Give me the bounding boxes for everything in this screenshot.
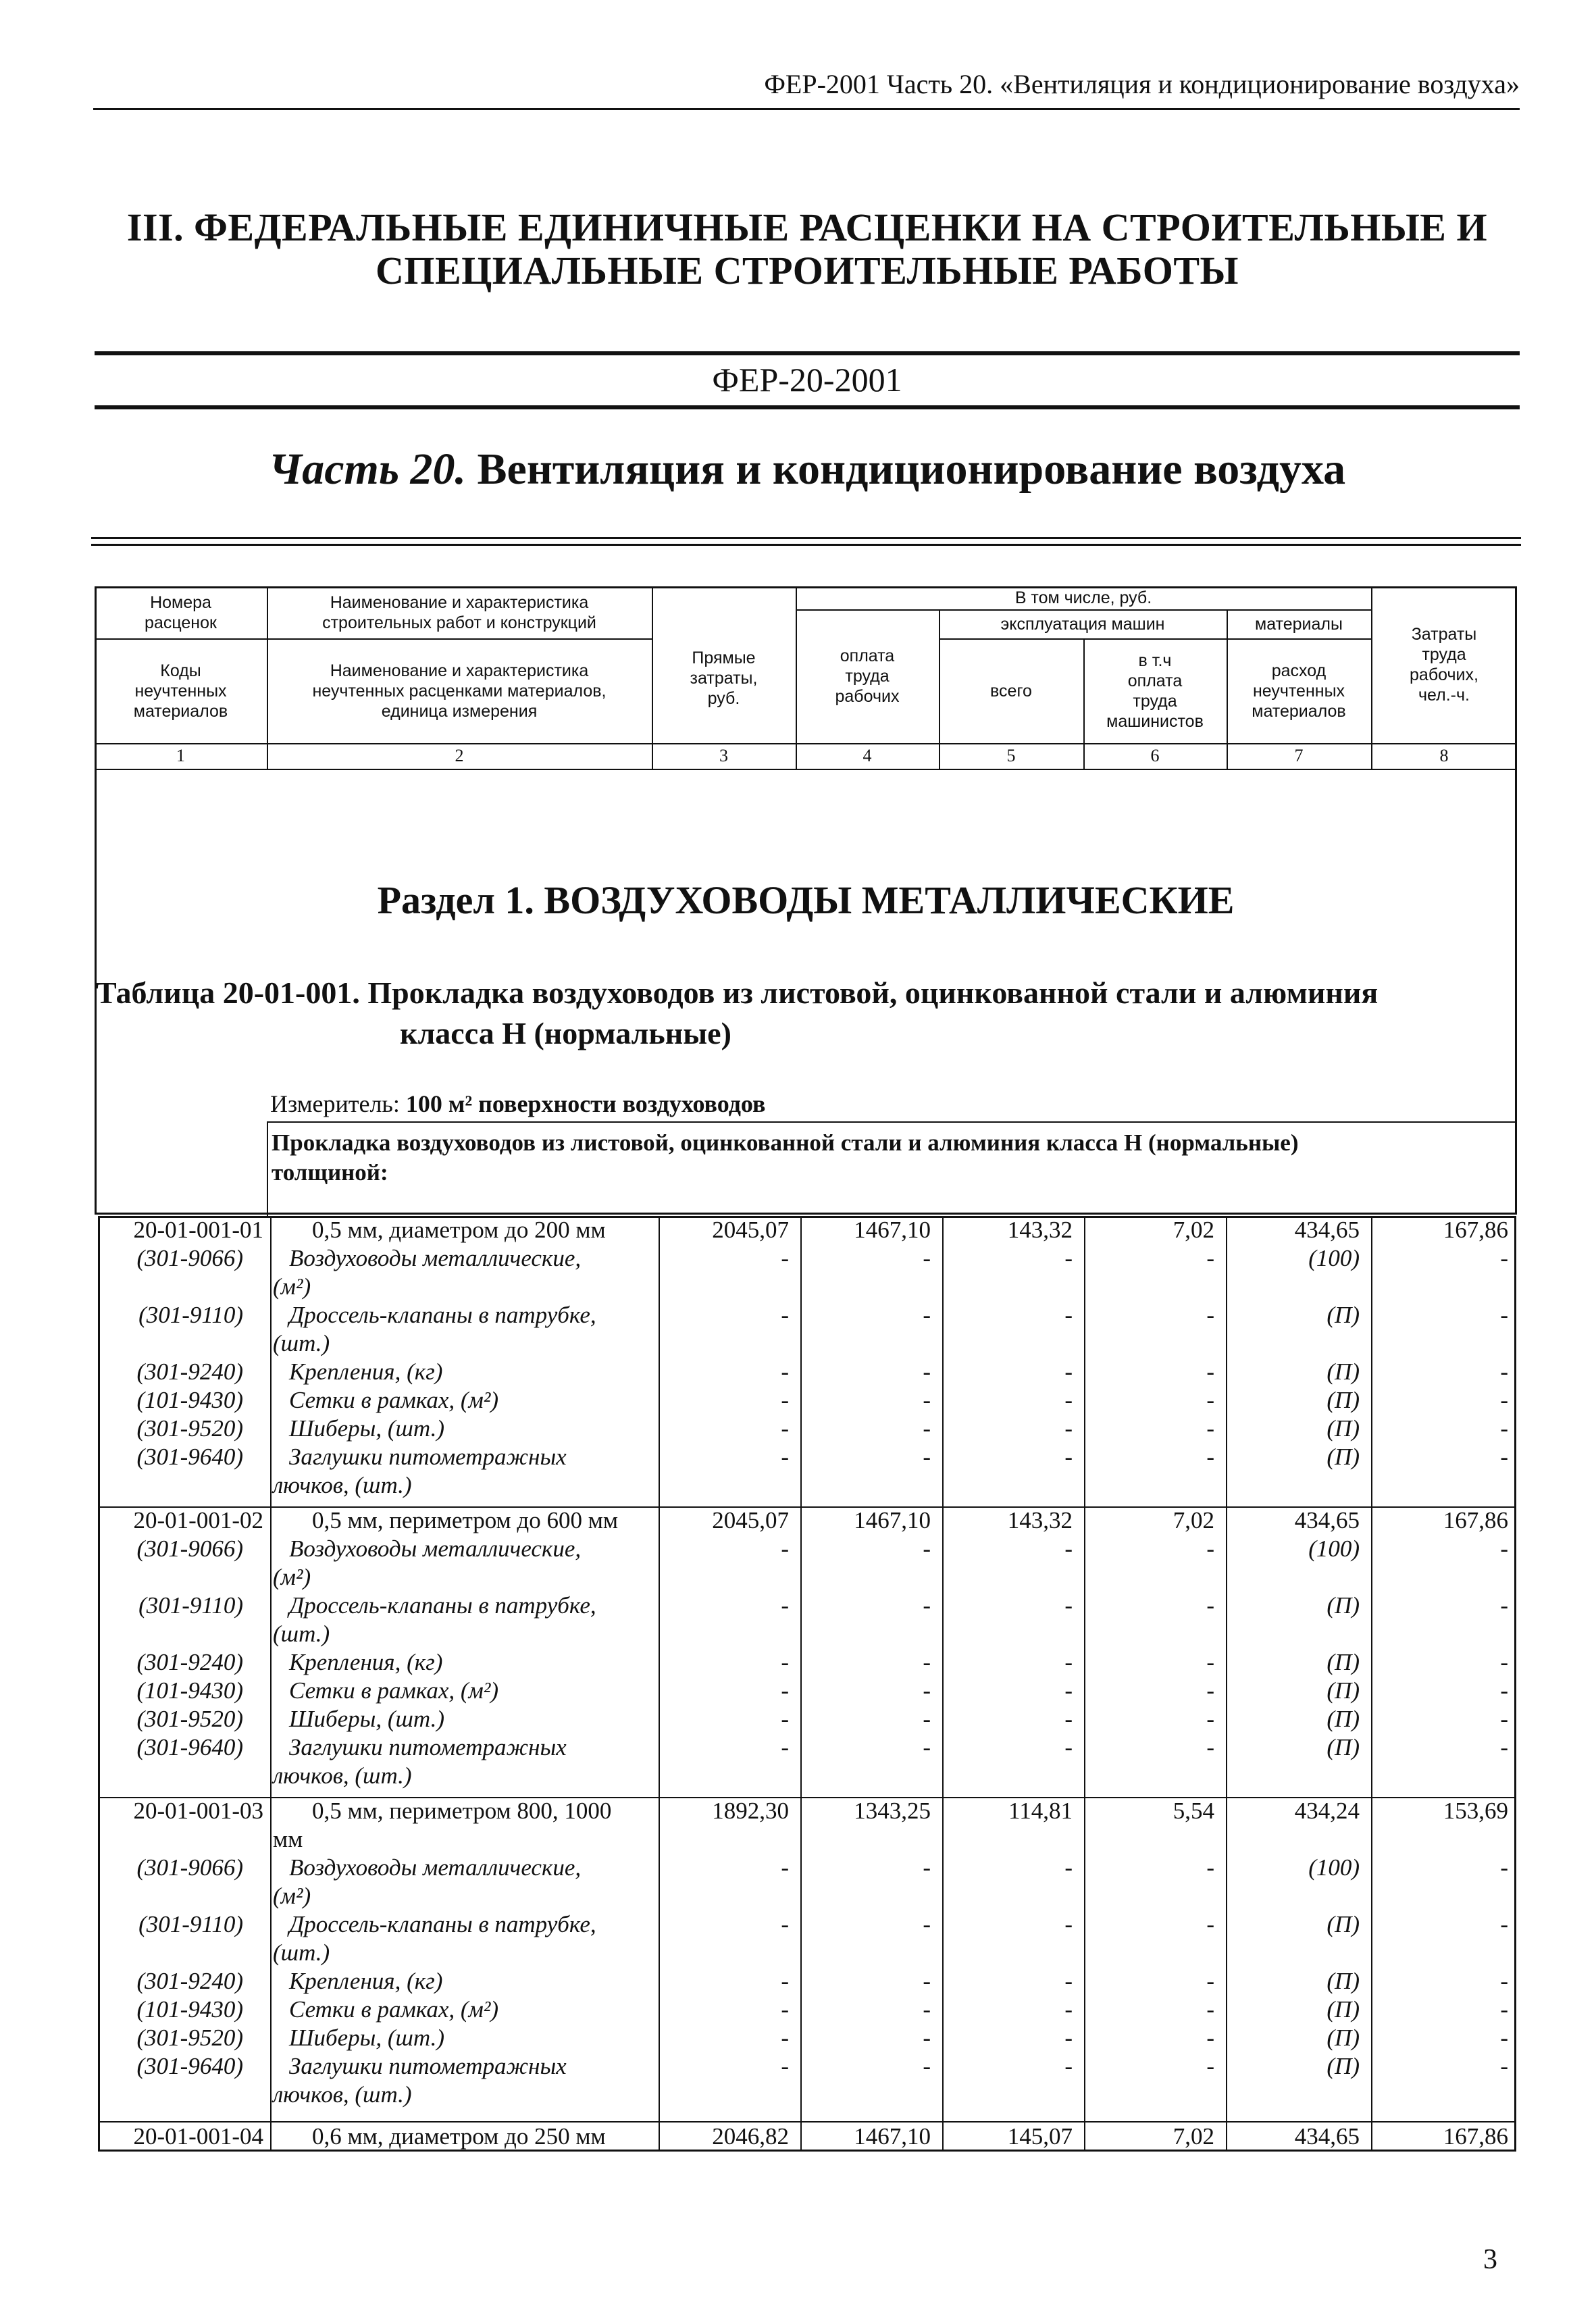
materials-cost: 434,65 — [1294, 2123, 1360, 2150]
empty-value: - — [781, 1592, 789, 1619]
measure-rule — [267, 1121, 1517, 1123]
material-name-cont: (шт.) — [273, 1939, 330, 1966]
direct-costs: 1892,30 — [712, 1798, 789, 1824]
body-divider — [1084, 1216, 1085, 2152]
title-line-1: III. ФЕДЕРАЛЬНЫЕ ЕДИНИЧНЫЕ РАСЦЕНКИ НА СТРОИТЕЛЬНЫЕ И — [126, 205, 1488, 249]
material-code: (101-9430) — [136, 1996, 243, 2023]
col-number: 2 — [455, 746, 464, 765]
empty-value: - — [1064, 1677, 1073, 1704]
header-work-name: Наименование и характеристика строительных работ и конструкций — [322, 592, 596, 632]
body-divider — [659, 1216, 660, 2152]
empty-value: - — [781, 1911, 789, 1937]
operator-pay: 5,54 — [1173, 1798, 1214, 1824]
materials-cost: 434,65 — [1294, 1217, 1360, 1243]
empty-value: - — [923, 1677, 931, 1704]
empty-value: - — [1500, 1649, 1508, 1675]
material-name-cont: (м²) — [273, 1273, 311, 1300]
empty-value: - — [1064, 1911, 1073, 1937]
empty-value: - — [1064, 1302, 1073, 1328]
empty-value: - — [1064, 1245, 1073, 1271]
empty-value: - — [1500, 1911, 1508, 1937]
col-number: 7 — [1294, 746, 1304, 765]
empty-value: - — [1500, 2025, 1508, 2051]
empty-value: - — [1500, 1734, 1508, 1760]
rate-code: 20-01-001-02 — [133, 1507, 263, 1533]
empty-value: - — [1500, 1358, 1508, 1385]
empty-value: - — [1064, 1706, 1073, 1732]
direct-costs: 2045,07 — [712, 1507, 789, 1533]
rate-code: 20-01-001-04 — [133, 2123, 263, 2150]
empty-value: - — [1064, 1592, 1073, 1619]
material-code: (301-9066) — [136, 1535, 243, 1562]
rate-code: 20-01-001-01 — [133, 1217, 263, 1243]
material-name-cont: лючков, (шт.) — [273, 1762, 412, 1789]
material-code: (301-9640) — [136, 1444, 243, 1470]
header-machines: эксплуатация машин — [1000, 614, 1165, 634]
operator-pay: 7,02 — [1173, 2123, 1214, 2150]
empty-value: - — [1500, 1535, 1508, 1562]
empty-value: - — [1064, 1968, 1073, 1994]
document-title — [95, 206, 1520, 293]
material-name-cont: (шт.) — [273, 1330, 330, 1356]
material-code: (301-9240) — [136, 1968, 243, 1994]
empty-value: - — [1500, 1444, 1508, 1470]
empty-value: - — [781, 1415, 789, 1442]
rate-name: 0,5 мм, диаметром до 200 мм — [312, 1217, 606, 1243]
empty-value: - — [923, 2053, 931, 2079]
material-name: Воздуховоды металлические, — [289, 1535, 582, 1562]
empty-value: - — [1064, 1854, 1073, 1881]
part-prefix: Часть 20. — [268, 444, 467, 494]
material-consumption: (П) — [1327, 1706, 1360, 1732]
empty-value: - — [1206, 1535, 1214, 1562]
empty-value: - — [923, 1415, 931, 1442]
empty-value: - — [1206, 1968, 1214, 1994]
operator-pay: 7,02 — [1173, 1217, 1214, 1243]
labor-pay: 1467,10 — [854, 2123, 931, 2150]
empty-value: - — [1500, 1706, 1508, 1732]
material-name: Воздуховоды металлические, — [289, 1854, 582, 1881]
empty-value: - — [781, 1854, 789, 1881]
empty-value: - — [923, 1968, 931, 1994]
labor-pay: 1467,10 — [854, 1217, 931, 1243]
empty-value: - — [1500, 1996, 1508, 2023]
material-name-cont: лючков, (шт.) — [273, 1472, 412, 1498]
material-name: Шиберы, (шт.) — [289, 1706, 445, 1732]
empty-value: - — [1206, 1649, 1214, 1675]
materials-cost: 434,24 — [1294, 1798, 1360, 1824]
material-name: Заглушки питометражных — [289, 1734, 567, 1760]
empty-value: - — [1206, 1854, 1214, 1881]
material-consumption: (П) — [1327, 2025, 1360, 2051]
material-consumption: (П) — [1327, 1302, 1360, 1328]
material-name-cont: (м²) — [273, 1883, 311, 1909]
material-code: (101-9430) — [136, 1387, 243, 1413]
col-number: 5 — [1006, 746, 1016, 765]
empty-value: - — [923, 2025, 931, 2051]
material-code: (301-9520) — [136, 1706, 243, 1732]
header-labor-hours: Затраты труда рабочих, чел.-ч. — [1410, 625, 1478, 705]
material-consumption: (П) — [1327, 1911, 1360, 1937]
empty-value: - — [923, 1592, 931, 1619]
rate-name: 0,6 мм, диаметром до 250 мм — [312, 2123, 606, 2150]
page-number: 3 — [1483, 2244, 1497, 2275]
code-rule-bottom — [95, 405, 1520, 409]
material-name: Заглушки питометражных — [289, 1444, 567, 1470]
material-consumption: (П) — [1327, 1387, 1360, 1413]
empty-value: - — [1206, 2025, 1214, 2051]
header-rate-number: Номера расценок — [145, 592, 217, 632]
empty-value: - — [1064, 1358, 1073, 1385]
empty-value: - — [1064, 1535, 1073, 1562]
empty-value: - — [1500, 2053, 1508, 2079]
material-code: (301-9240) — [136, 1358, 243, 1385]
material-consumption: (100) — [1308, 1854, 1360, 1881]
material-consumption: (П) — [1327, 1677, 1360, 1704]
material-code: (301-9520) — [136, 1415, 243, 1442]
material-name: Шиберы, (шт.) — [289, 1415, 445, 1442]
material-name: Крепления, (кг) — [289, 1968, 443, 1994]
labor-hours: 167,86 — [1443, 1507, 1508, 1533]
material-name: Крепления, (кг) — [289, 1358, 443, 1385]
works-description: Прокладка воздуховодов из листовой, оцинкованной стали и алюминия класса Н (нормальные) толщиной: — [272, 1129, 1299, 1186]
labor-pay: 1467,10 — [854, 1507, 931, 1533]
header-material-codes: Коды неучтенных материалов — [133, 661, 228, 721]
material-consumption: (П) — [1327, 2053, 1360, 2079]
machines-total: 114,81 — [1008, 1798, 1073, 1824]
empty-value: - — [1206, 1415, 1214, 1442]
material-name: Сетки в рамках, (м²) — [289, 1996, 499, 2023]
empty-value: - — [1206, 1245, 1214, 1271]
col-number: 8 — [1439, 746, 1449, 765]
part-title — [95, 442, 1520, 497]
rate-name: 0,5 мм, периметром 800, 1000 — [312, 1798, 612, 1824]
section-title: Раздел 1. ВОЗДУХОВОДЫ МЕТАЛЛИЧЕСКИЕ — [377, 878, 1235, 922]
material-consumption: (П) — [1327, 1968, 1360, 1994]
code-rule-top — [95, 351, 1520, 355]
header-including: В том числе, руб. — [1014, 588, 1152, 607]
material-code: (301-9110) — [138, 1911, 243, 1937]
material-name: Дроссель-клапаны в патрубке, — [289, 1911, 596, 1937]
empty-value: - — [1206, 1911, 1214, 1937]
header-materials: материалы — [1255, 614, 1343, 634]
material-name: Дроссель-клапаны в патрубке, — [289, 1592, 596, 1619]
material-code: (301-9066) — [136, 1854, 243, 1881]
labor-pay: 1343,25 — [854, 1798, 931, 1824]
body-divider — [800, 1216, 802, 2152]
empty-value: - — [781, 1996, 789, 2023]
material-name: Воздуховоды металлические, — [289, 1245, 582, 1271]
direct-costs: 2046,82 — [712, 2123, 789, 2150]
materials-cost: 434,65 — [1294, 1507, 1360, 1533]
empty-value: - — [1206, 1592, 1214, 1619]
double-rule-upper — [91, 537, 1521, 539]
empty-value: - — [1206, 1444, 1214, 1470]
operator-pay: 7,02 — [1173, 1507, 1214, 1533]
empty-value: - — [781, 2025, 789, 2051]
col-number: 1 — [176, 746, 185, 765]
col-number: 3 — [719, 746, 728, 765]
empty-value: - — [1064, 1387, 1073, 1413]
empty-value: - — [923, 1911, 931, 1937]
col-number: 4 — [863, 746, 872, 765]
header-rule-bottom — [95, 769, 1517, 770]
body-divider — [942, 1216, 944, 2152]
material-code: (101-9430) — [136, 1677, 243, 1704]
empty-value: - — [1064, 1649, 1073, 1675]
empty-value: - — [923, 1302, 931, 1328]
material-name: Крепления, (кг) — [289, 1649, 443, 1675]
header-rule — [93, 108, 1520, 110]
empty-value: - — [1206, 1996, 1214, 2023]
empty-value: - — [923, 1444, 931, 1470]
material-consumption: (П) — [1327, 1444, 1360, 1470]
empty-value: - — [1064, 2025, 1073, 2051]
material-consumption: (П) — [1327, 1592, 1360, 1619]
labor-hours: 153,69 — [1443, 1798, 1508, 1824]
material-consumption: (100) — [1308, 1535, 1360, 1562]
material-name-cont: (шт.) — [273, 1621, 330, 1647]
machines-total: 143,32 — [1007, 1507, 1073, 1533]
measure-unit: Измеритель: 100 м² поверхности воздуховодов — [270, 1090, 766, 1117]
empty-value: - — [781, 1649, 789, 1675]
rate-code: 20-01-001-03 — [133, 1798, 263, 1824]
material-name: Дроссель-клапаны в патрубке, — [289, 1302, 596, 1328]
empty-value: - — [781, 1706, 789, 1732]
material-name: Сетки в рамках, (м²) — [289, 1677, 499, 1704]
empty-value: - — [781, 1302, 789, 1328]
body-divider — [1371, 1216, 1372, 2152]
material-code: (301-9110) — [138, 1592, 243, 1619]
labor-hours: 167,86 — [1443, 2123, 1508, 2150]
empty-value: - — [923, 1854, 931, 1881]
material-consumption: (П) — [1327, 1415, 1360, 1442]
header-machines-total: всего — [990, 681, 1032, 701]
empty-value: - — [923, 1535, 931, 1562]
empty-value: - — [781, 1535, 789, 1562]
empty-value: - — [923, 1358, 931, 1385]
header-labor-pay: оплата труда рабочих — [835, 646, 900, 706]
labor-hours: 167,86 — [1443, 1217, 1508, 1243]
empty-value: - — [1206, 1358, 1214, 1385]
running-header: ФЕР-2001 Часть 20. «Вентиляция и кондиционирование воздуха» — [764, 69, 1520, 99]
empty-value: - — [1500, 1387, 1508, 1413]
material-name: Шиберы, (шт.) — [289, 2025, 445, 2051]
empty-value: - — [1206, 1387, 1214, 1413]
material-name: Заглушки питометражных — [289, 2053, 567, 2079]
rate-name: 0,5 мм, периметром до 600 мм — [312, 1507, 619, 1533]
machines-total: 143,32 — [1007, 1217, 1073, 1243]
material-code: (301-9640) — [136, 2053, 243, 2079]
empty-value: - — [1064, 1415, 1073, 1442]
empty-value: - — [1500, 1854, 1508, 1881]
empty-value: - — [923, 1649, 931, 1675]
header-direct-costs: Прямые затраты, руб. — [690, 649, 758, 708]
col-number: 6 — [1150, 746, 1160, 765]
empty-value: - — [1206, 1706, 1214, 1732]
empty-value: - — [923, 1387, 931, 1413]
empty-value: - — [923, 1734, 931, 1760]
empty-value: - — [1500, 1592, 1508, 1619]
material-code: (301-9520) — [136, 2025, 243, 2051]
header-material-consumption: расход неучтенных материалов — [1252, 661, 1346, 721]
empty-value: - — [1064, 1734, 1073, 1760]
header-rule-nums — [95, 743, 1517, 744]
empty-value: - — [1064, 1444, 1073, 1470]
material-consumption: (100) — [1308, 1245, 1360, 1271]
desc-divider — [267, 1121, 268, 1216]
empty-value: - — [781, 1677, 789, 1704]
empty-value: - — [1500, 1245, 1508, 1271]
empty-value: - — [781, 1968, 789, 1994]
empty-value: - — [781, 1387, 789, 1413]
title-line-2: СПЕЦИАЛЬНЫЕ СТРОИТЕЛЬНЫЕ РАБОТЫ — [375, 249, 1239, 293]
rate-name-cont: мм — [273, 1826, 303, 1852]
empty-value: - — [1064, 1996, 1073, 2023]
material-code: (301-9066) — [136, 1245, 243, 1271]
empty-value: - — [781, 1358, 789, 1385]
material-code: (301-9240) — [136, 1649, 243, 1675]
empty-value: - — [1500, 1677, 1508, 1704]
material-code: (301-9640) — [136, 1734, 243, 1760]
empty-value: - — [781, 1444, 789, 1470]
part-name: Вентиляция и кондиционирование воздуха — [477, 444, 1346, 494]
empty-value: - — [1206, 2053, 1214, 2079]
body-divider — [270, 1216, 272, 2152]
material-consumption: (П) — [1327, 1358, 1360, 1385]
body-divider — [1226, 1216, 1227, 2152]
header-operator-pay: в т.ч оплата труда машинистов — [1106, 651, 1204, 731]
double-rule-lower — [91, 544, 1521, 546]
material-consumption: (П) — [1327, 1734, 1360, 1760]
material-code: (301-9110) — [138, 1302, 243, 1328]
empty-value: - — [923, 1996, 931, 2023]
empty-value: - — [781, 2053, 789, 2079]
material-consumption: (П) — [1327, 1649, 1360, 1675]
document-code: ФЕР-20-2001 — [712, 361, 902, 399]
empty-value: - — [1500, 1302, 1508, 1328]
empty-value: - — [1206, 1734, 1214, 1760]
empty-value: - — [1064, 2053, 1073, 2079]
material-consumption: (П) — [1327, 1996, 1360, 2023]
empty-value: - — [1500, 1968, 1508, 1994]
empty-value: - — [1206, 1677, 1214, 1704]
empty-value: - — [1500, 1415, 1508, 1442]
header-material-name: Наименование и характеристика неучтенных расценками материалов, единица измерения — [312, 661, 607, 721]
material-name-cont: (м²) — [273, 1564, 311, 1590]
empty-value: - — [781, 1245, 789, 1271]
machines-total: 145,07 — [1007, 2123, 1073, 2150]
material-name-cont: лючков, (шт.) — [273, 2081, 412, 2108]
empty-value: - — [923, 1245, 931, 1271]
table-title: Таблица 20-01-001. Прокладка воздуховодов из листовой, оцинкованной стали и алюминия класса Н (нормальные) — [96, 975, 1379, 1050]
empty-value: - — [781, 1734, 789, 1760]
empty-value: - — [1206, 1302, 1214, 1328]
empty-value: - — [923, 1706, 931, 1732]
material-name: Сетки в рамках, (м²) — [289, 1387, 499, 1413]
direct-costs: 2045,07 — [712, 1217, 789, 1243]
